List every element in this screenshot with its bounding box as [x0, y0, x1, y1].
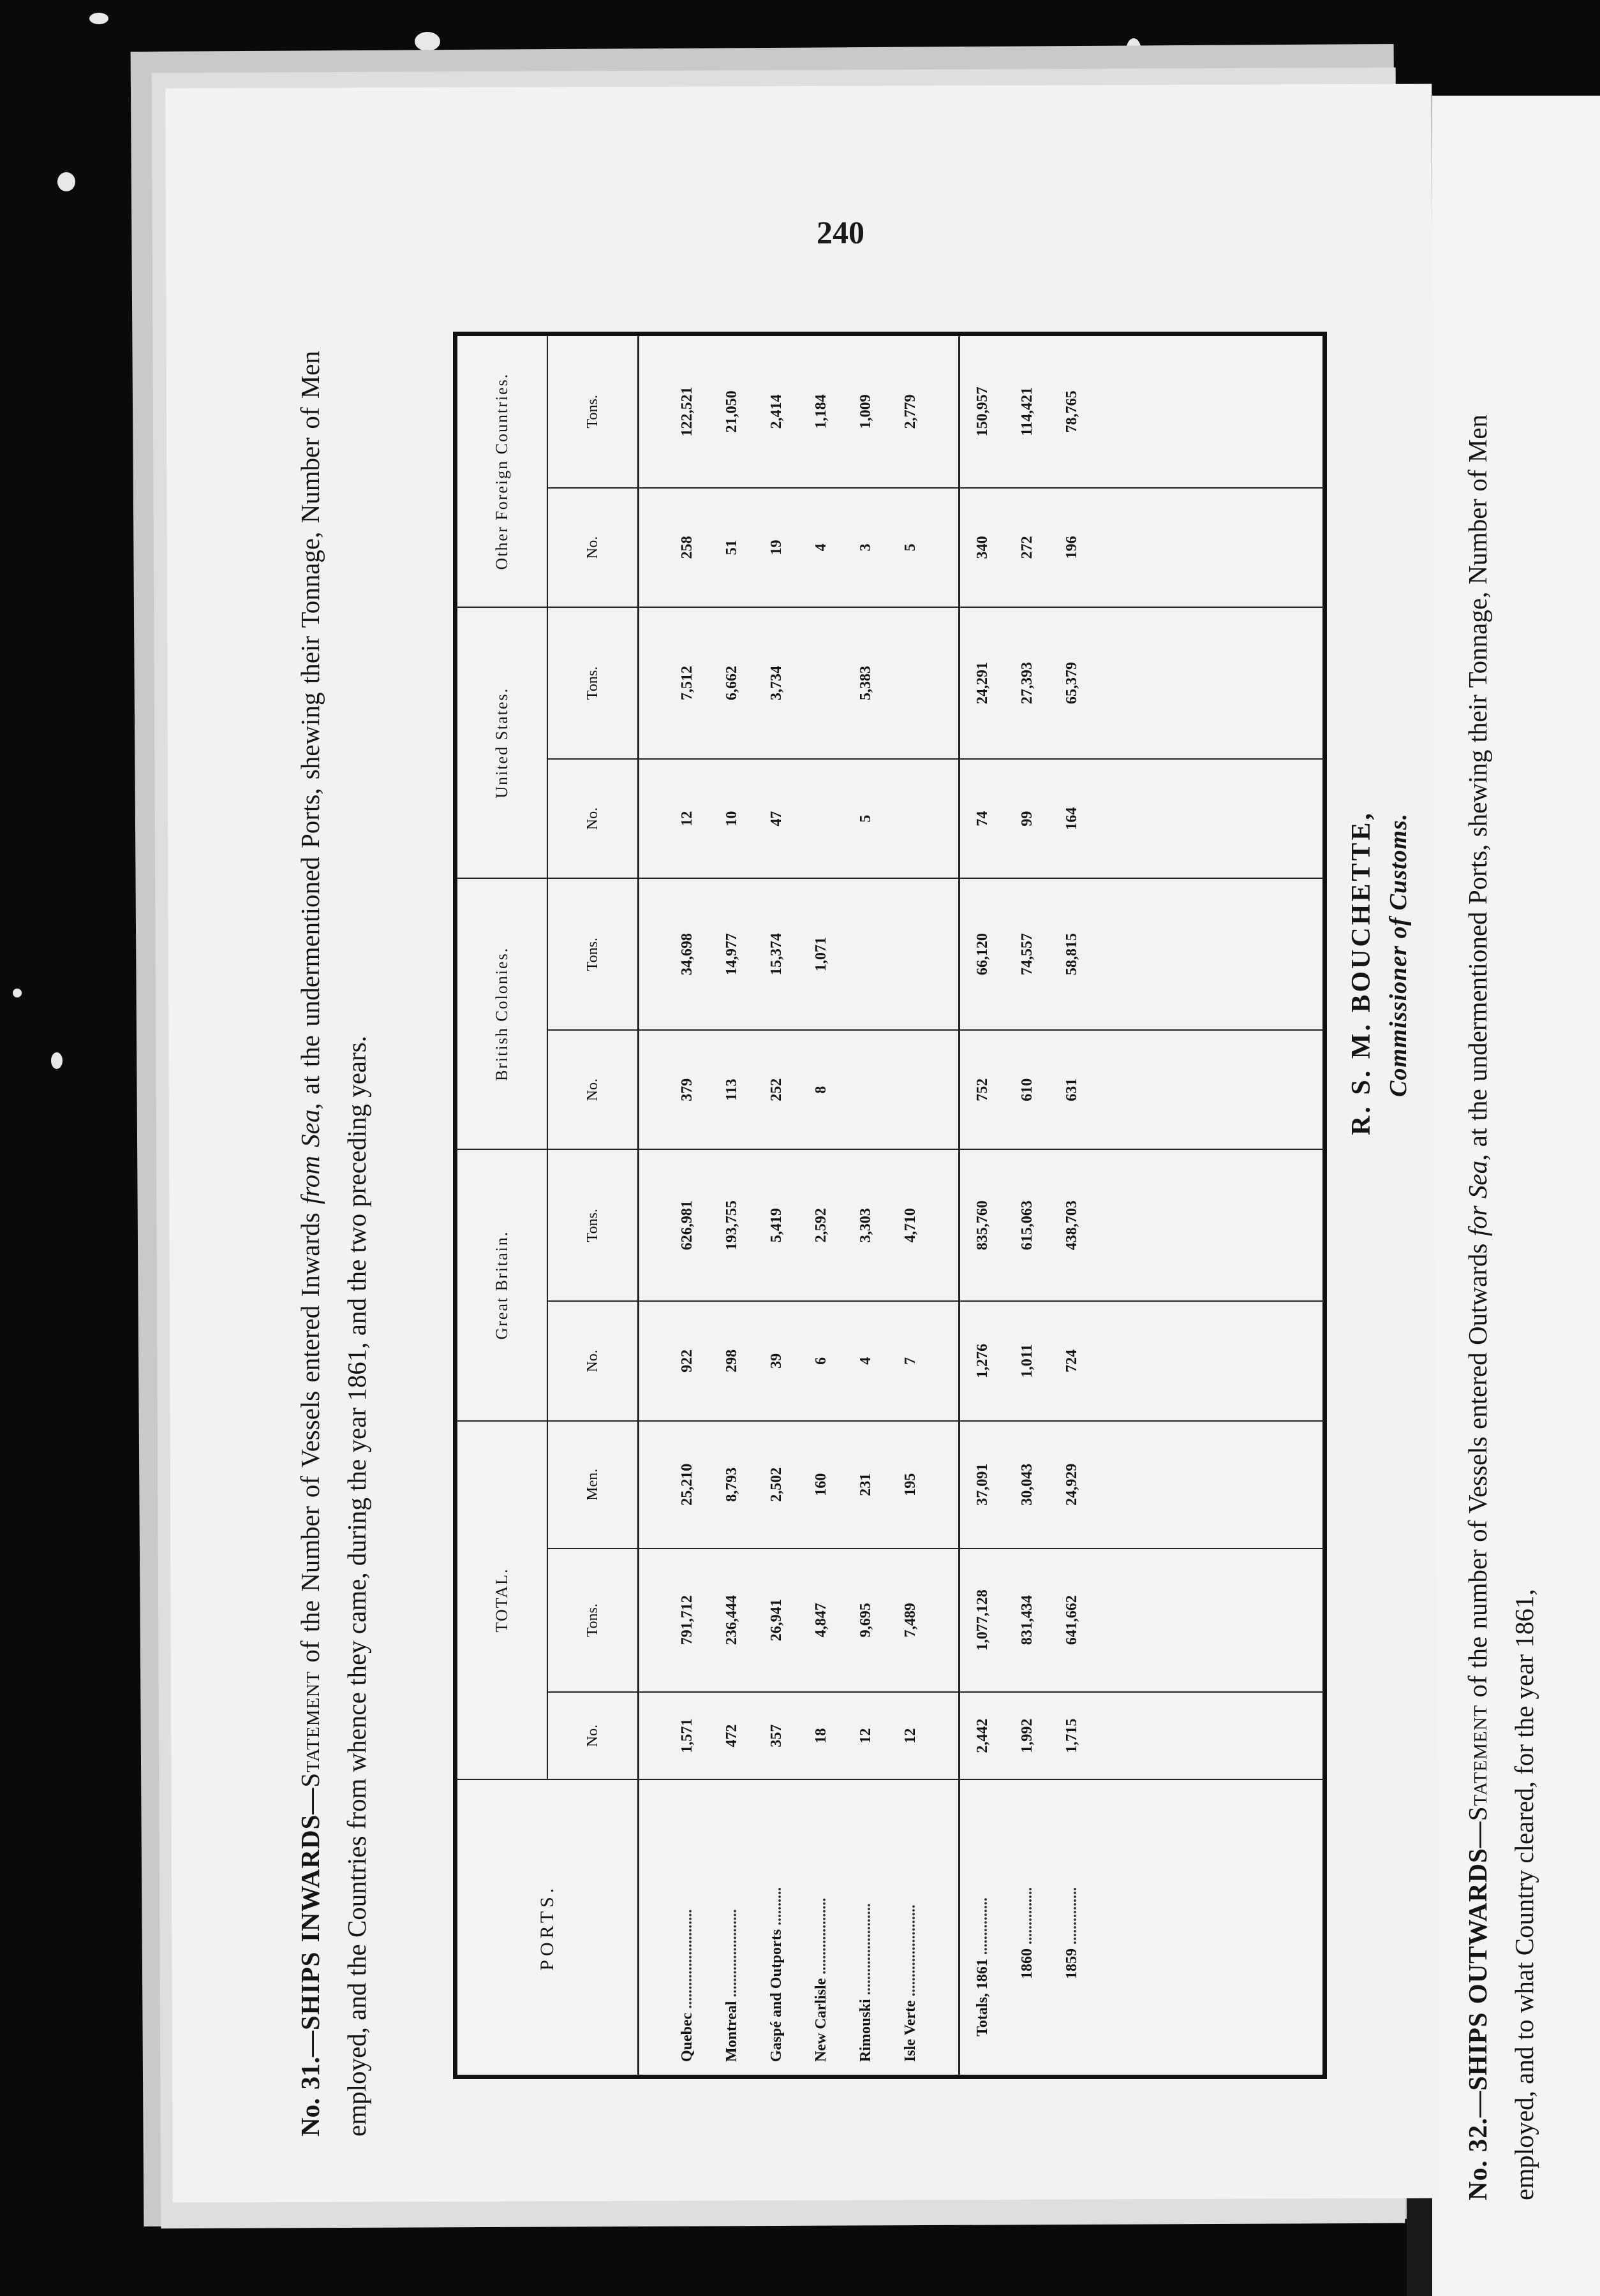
- totals-label: 1859 ...............: [1063, 1887, 1080, 1979]
- cell: 12: [665, 759, 709, 879]
- cell: 272: [1005, 488, 1049, 608]
- cell: [888, 759, 933, 879]
- cell: 27,393: [1005, 607, 1049, 759]
- port-label: Montreal: [723, 2001, 740, 2062]
- cell: 4,847: [799, 1549, 843, 1692]
- rotated-next-heading: [1455, 351, 1600, 2200]
- spacer-row: [639, 336, 665, 2075]
- cell: 4,710: [888, 1149, 933, 1301]
- cell: 2,502: [754, 1421, 799, 1549]
- cell: 1,992: [1005, 1692, 1049, 1780]
- cell: 357: [754, 1692, 799, 1780]
- totals-label: Totals, 1861 ...............: [959, 1779, 1005, 2075]
- col-gb-no: No.: [547, 1301, 639, 1421]
- cell: 3,734: [754, 607, 799, 759]
- cell: 2,414: [754, 336, 799, 488]
- col-of-no: No.: [547, 488, 639, 608]
- next-heading-text-a: of the number of Vessels entered Outwards: [1463, 1236, 1492, 1705]
- cell: 51: [709, 488, 754, 608]
- port-label: Isle Verte: [901, 2000, 919, 2062]
- cell: [799, 607, 843, 759]
- cell: 641,662: [1049, 1549, 1094, 1692]
- cell: 195: [888, 1421, 933, 1549]
- cell: 25,210: [665, 1421, 709, 1549]
- port-label: Rimouski: [857, 1999, 874, 2062]
- totals-label-text: 1859: [1063, 1948, 1080, 1979]
- table-row: [665, 336, 709, 2075]
- port-name: Rimouski ........................: [857, 1903, 874, 2062]
- heading-text-a: of the Number of Vessels entered Inwards: [295, 1204, 325, 1672]
- next-heading-for-sea: for Sea: [1463, 1160, 1492, 1237]
- cell: 12: [888, 1692, 933, 1780]
- cell: 30,043: [1005, 1421, 1049, 1549]
- port-name: New Carlisle ....................: [812, 1897, 829, 2062]
- cell: [888, 878, 933, 1030]
- cell: 7: [888, 1301, 933, 1421]
- cell: 5: [843, 759, 888, 879]
- totals-row: [1049, 336, 1094, 2075]
- cell: 6: [799, 1301, 843, 1421]
- cell: 752: [959, 1030, 1005, 1150]
- cell: 18: [799, 1692, 843, 1780]
- cell: 791,712: [665, 1549, 709, 1692]
- cell: 835,760: [959, 1149, 1005, 1301]
- heading-from-sea: from Sea: [295, 1109, 325, 1205]
- port-label: Quebec: [678, 2012, 695, 2062]
- cell: 24,929: [1049, 1421, 1094, 1549]
- cell: 114,421: [1005, 336, 1049, 488]
- next-heading-title: —SHIPS OUTWARDS—: [1463, 1821, 1492, 2118]
- cell: [843, 1030, 888, 1150]
- cell: 99: [1005, 759, 1049, 879]
- col-gb-tons: Tons.: [547, 1149, 639, 1301]
- cell: 8,793: [709, 1421, 754, 1549]
- port-name: Isle Verte ........................: [901, 1904, 919, 2062]
- dust-speck: [415, 32, 440, 51]
- cell: [799, 759, 843, 879]
- ships-inwards-table: [457, 336, 1322, 2075]
- cell: 831,434: [1005, 1549, 1049, 1692]
- signature-title: Commissioner of Customs.: [1385, 813, 1412, 1097]
- cell: 438,703: [1049, 1149, 1094, 1301]
- heading-text-b: , at the undermentioned Ports, shewing their Tonnage, Number of Men employed, and the Countries from whence they came, during the year 1861, and the two preceding years.: [295, 351, 371, 2137]
- cell: 231: [843, 1421, 888, 1549]
- col-total-no: No.: [547, 1692, 639, 1780]
- cell: 1,715: [1049, 1692, 1094, 1780]
- col-bc-tons: Tons.: [547, 878, 639, 1030]
- table-row: [754, 336, 799, 2075]
- cell: 34,698: [665, 878, 709, 1030]
- cell: 15,374: [754, 878, 799, 1030]
- table-header-row: [457, 336, 547, 2075]
- cell: 12: [843, 1692, 888, 1780]
- cell: 1,184: [799, 336, 843, 488]
- cell: 122,521: [665, 336, 709, 488]
- heading-statement: Statement: [295, 1671, 325, 1788]
- united-states-header: United States.: [457, 607, 547, 878]
- table-heading: [287, 351, 380, 2137]
- cell: 14,977: [709, 878, 754, 1030]
- port-name: Quebec ..........................: [678, 1909, 695, 2062]
- cell: 472: [709, 1692, 754, 1780]
- port-label: Gaspé and Outports: [767, 1929, 785, 2062]
- cell: 3,303: [843, 1149, 888, 1301]
- statistics-table-frame: [453, 332, 1327, 2079]
- cell: 8: [799, 1030, 843, 1150]
- totals-label-text: 1860: [1018, 1948, 1035, 1979]
- totals-row: [1005, 336, 1049, 2075]
- totals-row: [959, 336, 1005, 2075]
- dust-speck: [51, 1052, 63, 1069]
- col-bc-no: No.: [547, 1030, 639, 1150]
- great-britain-header: Great Britain.: [457, 1149, 547, 1420]
- cell: 252: [754, 1030, 799, 1150]
- cell: 113: [709, 1030, 754, 1150]
- cell: [843, 878, 888, 1030]
- cell: 19: [754, 488, 799, 608]
- heading-number: No. 31.: [295, 2057, 325, 2137]
- ports-header: PORTS.: [457, 1779, 639, 2075]
- cell: 58,815: [1049, 878, 1094, 1030]
- table-row: [709, 336, 754, 2075]
- cell: 193,755: [709, 1149, 754, 1301]
- cell: 7,489: [888, 1549, 933, 1692]
- cell: 78,765: [1049, 336, 1094, 488]
- cell: 1,571: [665, 1692, 709, 1780]
- col-total-tons: Tons.: [547, 1549, 639, 1692]
- rotated-content: [287, 351, 1595, 2137]
- cell: 7,512: [665, 607, 709, 759]
- cell: 340: [959, 488, 1005, 608]
- cell: 6,662: [709, 607, 754, 759]
- cell: 1,276: [959, 1301, 1005, 1421]
- cell: 2,442: [959, 1692, 1005, 1780]
- col-total-men: Men.: [547, 1421, 639, 1549]
- cell: 160: [799, 1421, 843, 1549]
- cell: 1,071: [799, 878, 843, 1030]
- cell: 24,291: [959, 607, 1005, 759]
- cell: 39: [754, 1301, 799, 1421]
- spacer-row: [933, 336, 959, 2075]
- cell: 164: [1049, 759, 1094, 879]
- cell: [888, 607, 933, 759]
- totals-label-text: Totals, 1861: [974, 1959, 991, 2036]
- table-row: [799, 336, 843, 2075]
- british-colonies-header: British Colonies.: [457, 878, 547, 1149]
- cell: 5,383: [843, 607, 888, 759]
- dust-speck: [57, 172, 75, 191]
- cell: 258: [665, 488, 709, 608]
- cell: [888, 1030, 933, 1150]
- table-row: [888, 336, 933, 2075]
- totals-label: 1860 ...............: [1018, 1887, 1035, 1979]
- cell: 922: [665, 1301, 709, 1421]
- cell: 47: [754, 759, 799, 879]
- other-foreign-header: Other Foreign Countries.: [457, 336, 547, 607]
- cell: 4: [799, 488, 843, 608]
- cell: 37,091: [959, 1421, 1005, 1549]
- spacer-row: [1094, 336, 1322, 2075]
- cell: 26,941: [754, 1549, 799, 1692]
- next-heading-text-b: , at the undermentioned Ports, shewing their Tonnage, Number of Men employed, and to what Country cleared, for the year 1861,: [1463, 414, 1539, 2200]
- cell: 298: [709, 1301, 754, 1421]
- cell: 74,557: [1005, 878, 1049, 1030]
- heading-title: —SHIPS INWARDS—: [295, 1787, 325, 2057]
- cell: 196: [1049, 488, 1094, 608]
- cell: 724: [1049, 1301, 1094, 1421]
- cell: 626,981: [665, 1149, 709, 1301]
- cell: 631: [1049, 1030, 1094, 1150]
- next-heading-number: No. 32.: [1463, 2117, 1492, 2200]
- cell: 9,695: [843, 1549, 888, 1692]
- next-table-heading: [1455, 415, 1548, 2200]
- cell: 150,957: [959, 336, 1005, 488]
- port-name: Montreal .......................: [723, 1909, 740, 2062]
- cell: 4: [843, 1301, 888, 1421]
- cell: 5: [888, 488, 933, 608]
- cell: 5,419: [754, 1149, 799, 1301]
- dust-speck: [13, 989, 22, 997]
- cell: 65,379: [1049, 607, 1094, 759]
- col-us-tons: Tons.: [547, 607, 639, 759]
- cell: 2,592: [799, 1149, 843, 1301]
- port-label: New Carlisle: [812, 1978, 829, 2062]
- port-name: Gaspé and Outports ..........: [767, 1887, 785, 2062]
- cell: 1,011: [1005, 1301, 1049, 1421]
- cell: 10: [709, 759, 754, 879]
- cell: 74: [959, 759, 1005, 879]
- table-row: [843, 336, 888, 2075]
- page-number: 240: [817, 214, 864, 250]
- cell: 615,063: [1005, 1149, 1049, 1301]
- cell: 379: [665, 1030, 709, 1150]
- next-heading-statement: Statement: [1463, 1704, 1492, 1821]
- col-us-no: No.: [547, 759, 639, 879]
- cell: 610: [1005, 1030, 1049, 1150]
- signature-name: R. S. M. BOUCHETTE,: [1347, 811, 1376, 1135]
- cell: 2,779: [888, 336, 933, 488]
- total-header: TOTAL.: [457, 1421, 547, 1780]
- cell: 1,009: [843, 336, 888, 488]
- cell: 66,120: [959, 878, 1005, 1030]
- cell: 236,444: [709, 1549, 754, 1692]
- cell: 3: [843, 488, 888, 608]
- cell: 1,077,128: [959, 1549, 1005, 1692]
- dust-speck: [89, 13, 108, 24]
- col-of-tons: Tons.: [547, 336, 639, 488]
- cell: 21,050: [709, 336, 754, 488]
